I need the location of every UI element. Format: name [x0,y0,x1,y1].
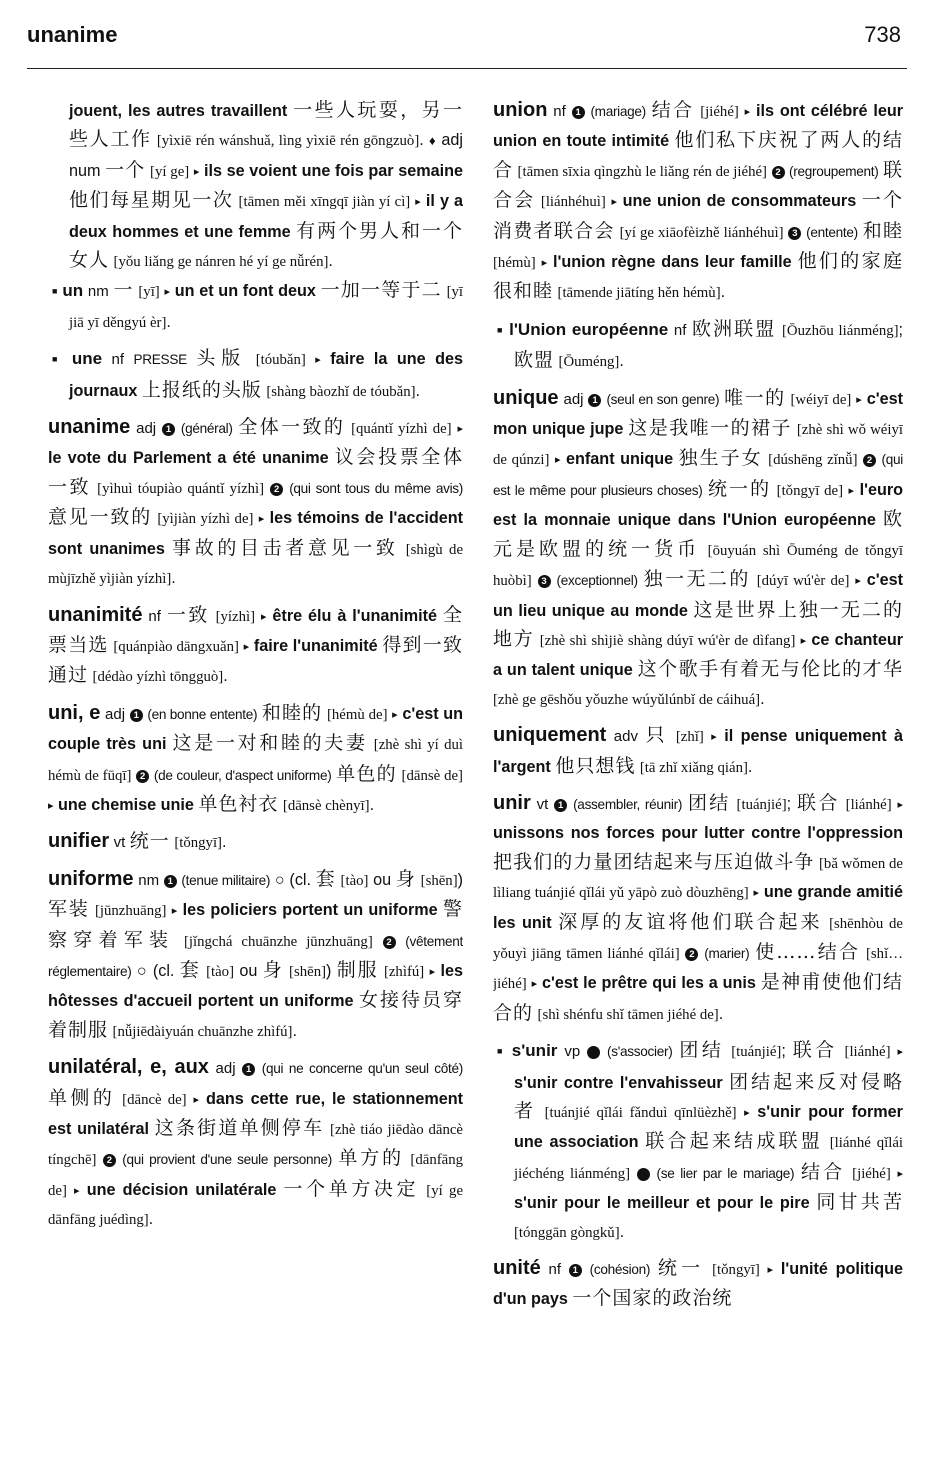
dictionary-entry: unique adj 1 (seul en son genre) 唯一的 [wéiyī de] ▸ c'est mon unique jupe 这是我唯一的裙子 [zhè shì wǒ wéiyī de qúnzi] ▸ enfant unique 独生子女 [dúshēng zǐnǚ] 2 (qui est le même pour plusieurs choses) 统一的 [tǒngyī de] ▸ l'euro est la monnaie unique dans l'Union européenne 欧元是欧盟的统一货币 [ōuyuán shì Ōuméng de tǒngyī huòbì] 3 (exceptionnel) 独一无二的 [dúyī wú'èr de] ▸ c'est un lieu unique au monde 这是世界上独一无二的地方 [zhè shì shìjiè shàng dúyī wú'èr de dìfang] ▸ ce chanteur a un talent unique 这个歌手有着无与伦比的才华 [zhè ge gēshǒu yǒuzhe wúyǔlúnbǐ de cáihuá]. [493,386,903,708]
left-column [48,96,463,1466]
sub-entry: ■ une nf PRESSE 头版 [tóubǎn] ▸ faire la une des journaux 上报纸的头版 [shàng bàozhǐ de tóubǎn]. [52,347,463,401]
sub-entry: ■ l'Union européenne nf 欧洲联盟 [Ōuzhōu liánméng]; 欧盟 [Ōuméng]. [497,317,903,372]
dictionary-entry: unilatéral, e, aux adj 1 (qui ne concerne qu'un seul côté) 单侧的 [dāncè de] ▸ dans cette rue, le stationnement est unilatéral 这条街道单侧停车 [zhè tiáo jiēdào dāncè tíngchē] 2 (qui provient d'une seule personne) 单方的 [dānfāng de] ▸ une décision unilatérale 一个单方决定 [yí ge dānfāng juédìng]. [48,1056,463,1229]
right-column [493,96,903,1466]
dictionary-entry: unanimité nf 一致 [yízhì] ▸ être élu à l'unanimité 全票当选 [quánpiào dāngxuǎn] ▸ faire l'unanimité 得到一致通过 [dédào yízhì tōngguò]. [48,603,463,687]
entry-continuation: jouent, les autres travaillent 一些人玩耍，另一些人工作 [yìxiē rén wánshuǎ, lìng yìxiē rén gōngzuò]. ♦ adj num 一个 [yí ge] ▸ ils se voient une fois par semaine 他们每星期见一次 [tāmen měi xīngqī jiàn yí cì] ▸ il y a deux hommes et une femme 有两个男人和一个女人 [yǒu liǎng ge nánren hé yí ge nǚrén]. [69,99,463,272]
dictionary-entry: uni, e adj 1 (en bonne entente) 和睦的 [hémù de] ▸ c'est un couple très uni 这是一对和睦的夫妻 [zhè shì yí duì hémù de fūqī] 2 (de couleur, d'aspect uniforme) 单色的 [dānsè de] ▸ une chemise unie 单色衬衣 [dānsè chènyī]. [48,701,463,815]
page-header [27,20,907,69]
dictionary-entry: unité nf 1 (cohésion) 统一 [tǒngyī] ▸ l'unité politique d'un pays 一个国家的政治统 [493,1257,903,1310]
dictionary-entry: union nf 1 (mariage) 结合 [jiéhé] ▸ ils ont célébré leur union en toute intimité 他们私下庆祝了两人的结合 [tāmen sīxia qìngzhù le liǎng rén de jiéhé] 2 (regroupement) 联合会 [liánhéhuì] ▸ une union de consommateurs 一个消费者联合会 [yí ge xiāofèizhě liánhéhuì] 3 (entente) 和睦 [hémù] ▸ l'union règne dans leur famille 他们的家庭很和睦 [tāmende jiātíng hěn hémù]. [493,99,903,303]
dictionary-entry: unanime adj 1 (général) 全体一致的 [quántǐ yízhì de] ▸ le vote du Parlement a été unanime 议会投票全体一致 [yìhuì tóupiào quántǐ yízhì] 2 (qui sont tous du même avis) 意见一致的 [yìjiàn yízhì de] ▸ les témoins de l'accident sont unanimes 事故的目击者意见一致 [shìgù de mùjīzhě yìjiàn yízhì]. [48,416,463,588]
dictionary-entry: uniforme nm 1 (tenue militaire) ○ (cl. 套 [tào] ou 身 [shēn]) 军装 [jūnzhuāng] ▸ les policiers portent un uniforme 警察穿着军装 [jǐngchá chuānzhe jūnzhuāng] 2 (vêtement réglementaire) ○ (cl. 套 [tào] ou 身 [shēn]) 制服 [zhìfú] ▸ les hôtesses d'accueil portent un uniforme 女接待员穿着制服 [nǚjiēdàiyuán chuānzhe zhìfú]. [48,867,463,1041]
sub-entry: ■ s'unir vp 1 (s'associer) 团结 [tuánjié]; 联合 [liánhé] ▸ s'unir contre l'envahisseur 团结起来反对侵略者 [tuánjié qǐlái fǎnduì qīnlüèzhě] ▸ s'unir pour former une association 联合起来结成联盟 [liánhé qǐlái jiéchéng liánméng] 2 (se lier par le mariage) 结合 [jiéhé] ▸ s'unir pour le meilleur et pour le pire 同甘共苦 [tónggān gòngkǔ]. [497,1039,903,1241]
page-number: 738 [864,22,901,47]
running-headword: unanime [27,22,118,47]
sub-entry: ■ un nm 一 [yī] ▸ un et un font deux 一加一等于二 [yī jiā yī děngyú èr]. [52,279,463,331]
dictionary-entry: unifier vt 统一 [tǒngyī]. [48,830,227,853]
dictionary-entry: uniquement adv 只 [zhǐ] ▸ il pense uniquement à l'argent 他只想钱 [tā zhǐ xiǎng qián]. [493,724,903,777]
dictionary-entry: unir vt 1 (assembler, réunir) 团结 [tuánjié]; 联合 [liánhé] ▸ unissons nos forces pour lutter contre l'oppression 把我们的力量团结起来与压迫做斗争 [bǎ wǒmen de lìliang tuánjié qǐlái yǔ yāpò zuò dòuzhēng] ▸ une grande amitié les unit 深厚的友谊将他们联合起来 [shēnhòu de yǒuyì jiāng tāmen liánhé qǐlái] 2 (marier) 使……结合 [shǐ… jiéhé] ▸ c'est le prêtre qui les a unis 是神甫使他们结合的 [shì shénfu shǐ tāmen jiéhé de]. [493,791,903,1024]
